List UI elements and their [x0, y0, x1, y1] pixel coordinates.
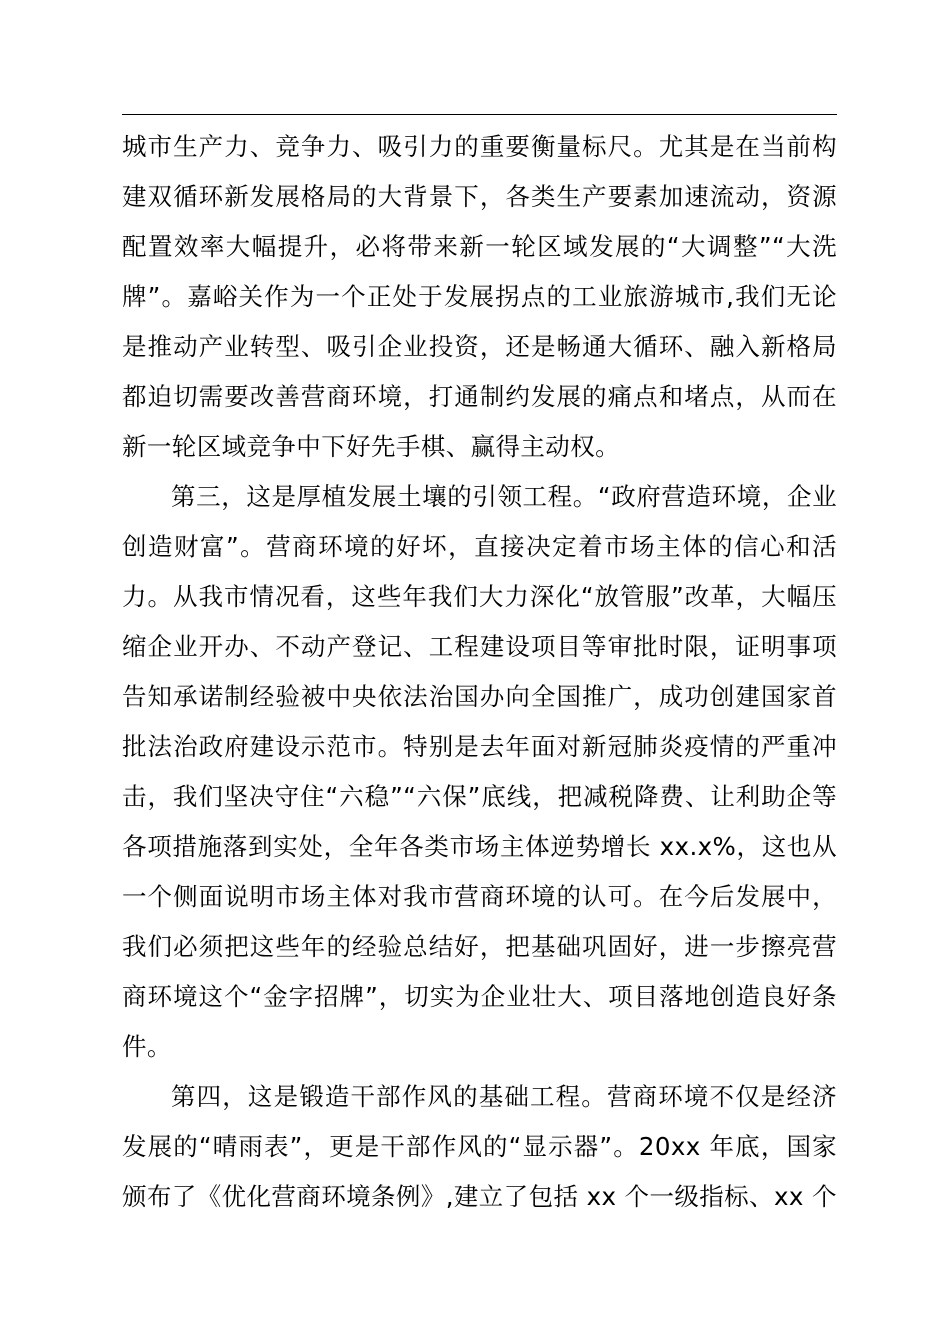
paragraph-fourth-point: 第四，这是锻造干部作风的基础工程。营商环境不仅是经济发展的“晴雨表”，更是干部作风的“显示器”。20xx 年底，国家颁布了《优化营商环境条例》,建立了包括 xx 个一级指标、xx 个	[122, 1082, 837, 1211]
paragraph-continuation: 城市生产力、竞争力、吸引力的重要衡量标尺。尤其是在当前构建双循环新发展格局的大背景下，各类生产要素加速流动，资源配置效率大幅提升，必将带来新一轮区域发展的“大调整”“大洗牌”。嘉峪关作为一个正处于发展拐点的工业旅游城市,我们无论是推动产业转型、吸引企业投资，还是畅通大循环、融入新格局都迫切需要改善营商环境，打通制约发展的痛点和堵点，从而在新一轮区域竞争中下好先手棋、赢得主动权。	[122, 132, 837, 461]
paragraph-third-point: 第三，这是厚植发展土壤的引领工程。“政府营造环境，企业创造财富”。营商环境的好坏，直接决定着市场主体的信心和活力。从我市情况看，这些年我们大力深化“放管服”改革，大幅压缩企业开办、不动产登记、工程建设项目等审批时限，证明事项告知承诺制经验被中央依法治国办向全国推广，成功创建国家首批法治政府建设示范市。特别是去年面对新冠肺炎疫情的严重冲击，我们坚决守住“六稳”“六保”底线，把减税降费、让利助企等各项措施落到实处，全年各类市场主体逆势增长 xx.x%，这也从一个侧面说明市场主体对我市营商环境的认可。在今后发展中，我们必须把这些年的经验总结好，把基础巩固好，进一步擦亮营商环境这个“金字招牌”，切实为企业壮大、项目落地创造良好条件。	[122, 482, 837, 1061]
document-body	[122, 122, 837, 1222]
header-rule	[122, 114, 837, 115]
